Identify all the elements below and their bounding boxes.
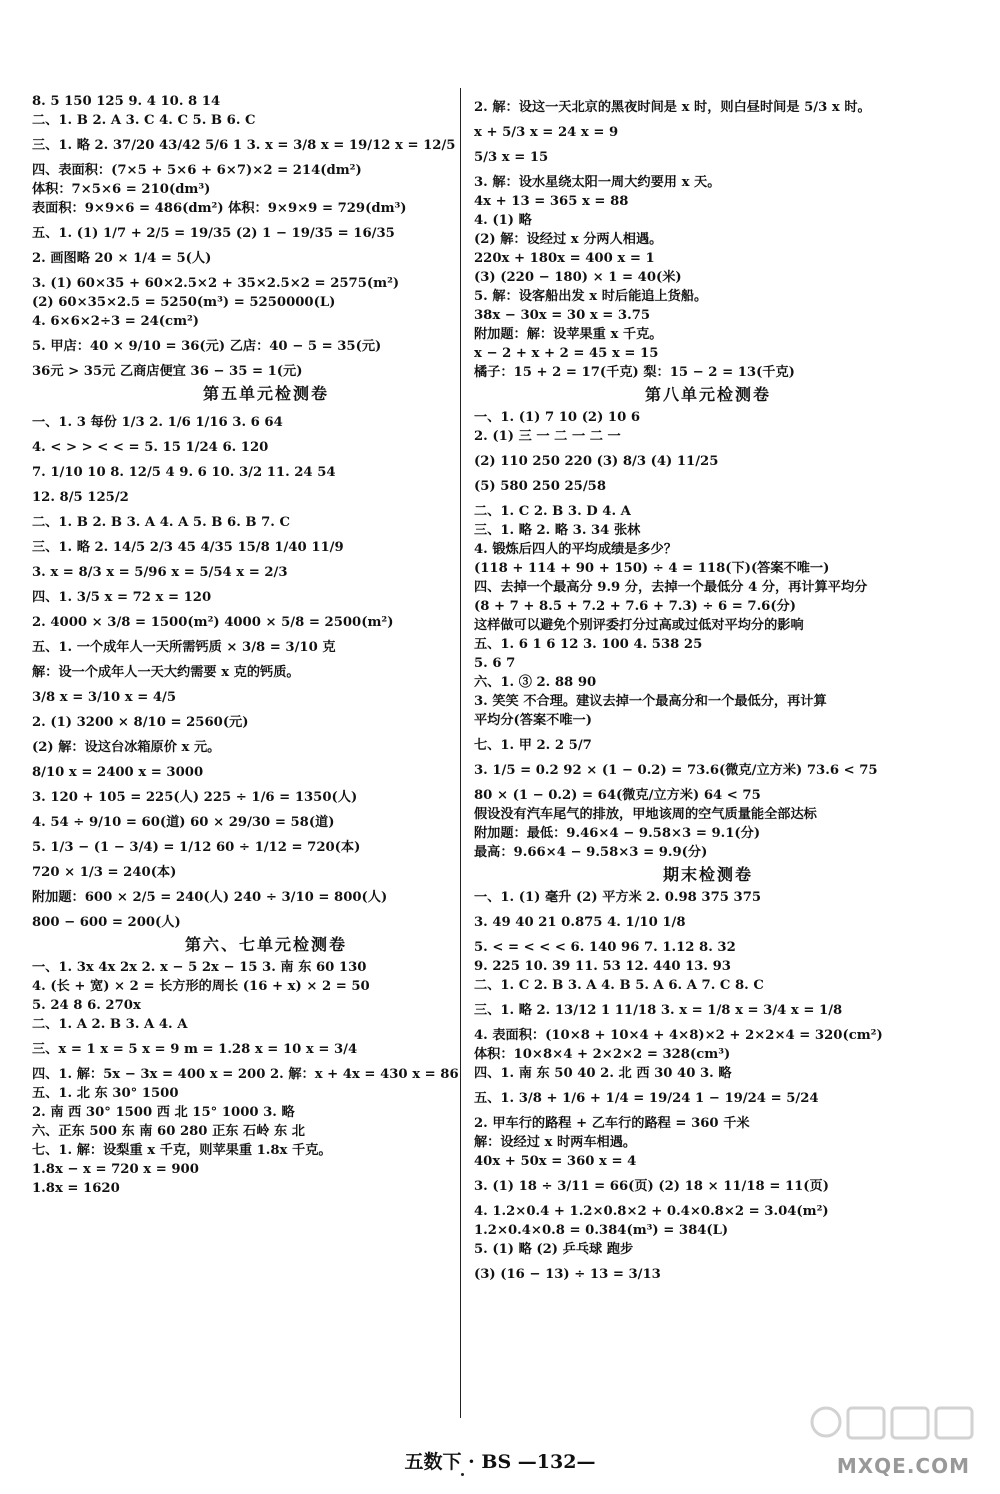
answer-line: 平均分(答案不唯一) [474, 713, 592, 728]
answer-line: 解：设经过 x 时两车相遇。 [474, 1135, 637, 1150]
answer-line: 假设没有汽车尾气的排放，甲地该周的空气质量能全部达标 [474, 807, 817, 822]
answer-line: 5. 1/3 − (1 − 3/4) = 1/12 60 ÷ 1/12 = 720(本) [32, 840, 361, 855]
answer-line: 1.8x − x = 720 x = 900 [32, 1162, 199, 1177]
answer-line: x − 2 + x + 2 = 45 x = 15 [474, 346, 659, 361]
answer-line: 三、1. 略 2. 37/20 43/42 5/6 1 3. x = 3/8 x = 19/12 x = 12/5 [32, 138, 456, 153]
answer-line: 三、1. 略 2. 14/5 2/3 45 4/35 15/8 1/40 11/9 [32, 540, 344, 555]
answer-line: 附加题：600 × 2/5 = 240(人) 240 ÷ 3/10 = 800(人) [32, 890, 388, 905]
answer-line: 五、1. 3/8 + 1/6 + 1/4 = 19/24 1 − 19/24 = 5/24 [474, 1091, 819, 1106]
answer-line: 800 − 600 = 200(人) [32, 915, 181, 930]
left-column [32, 92, 500, 1198]
answer-line: 四、1. 南 东 50 40 2. 北 西 30 40 3. 略 [474, 1066, 732, 1081]
answer-line: 二、1. B 2. B 3. A 4. A 5. B 6. B 7. C [32, 515, 290, 530]
answer-line: 8/10 x = 2400 x = 3000 [32, 765, 204, 780]
answer-line: 40x + 50x = 360 x = 4 [474, 1154, 637, 1169]
page-footer: 五数下 · BS —132— [404, 1451, 596, 1473]
answer-line: 一、1. (1) 毫升 (2) 平方米 2. 0.98 375 375 [474, 890, 762, 905]
answer-line: 四、去掉一个最高分 9.9 分，去掉一个最低分 4 分，再计算平均分 [474, 580, 868, 595]
answer-line: 3. x = 8/3 x = 5/96 x = 5/54 x = 2/3 [32, 565, 288, 580]
answer-line: (118 + 114 + 90 + 150) ÷ 4 = 118(下)(答案不唯一) [474, 561, 830, 576]
answer-line: 这样做可以避免个别评委打分过高或过低对平均分的影响 [474, 618, 804, 633]
answer-line: 3. (1) 60×35 + 60×2.5×2 + 35×2.5×2 = 2575(m²) [32, 276, 400, 291]
answer-line: 三、1. 略 2. 13/12 1 11/18 3. x = 1/8 x = 3/4 x = 1/8 [474, 1003, 843, 1018]
answer-line: 3. 49 40 21 0.875 4. 1/10 1/8 [474, 915, 686, 930]
answer-line: 3. 解：设水星绕太阳一周大约要用 x 天。 [474, 175, 721, 190]
answer-line: (5) 580 250 25/58 [474, 479, 607, 494]
answer-line: 表面积：9×9×6 = 486(dm²) 体积：9×9×9 = 729(dm³) [32, 201, 407, 216]
answer-line: 二、1. C 2. B 3. A 4. B 5. A 6. A 7. C 8. C [474, 978, 764, 993]
answer-line: 4. 6×6×2÷3 = 24(cm²) [32, 314, 200, 329]
answer-line: 4. 锻炼后四人的平均成绩是多少？ [474, 542, 677, 557]
answer-line: 720 × 1/3 = 240(本) [32, 865, 177, 880]
answer-line: 1.8x = 1620 [32, 1181, 120, 1196]
answer-line: 五、1. 北 东 30° 1500 [32, 1086, 179, 1101]
answer-line: 附加题：最低：9.46×4 − 9.58×3 = 9.1(分) [474, 826, 761, 841]
answer-line: 7. 1/10 10 8. 12/5 4 9. 6 10. 3/2 11. 24 54 [32, 465, 336, 480]
answer-line: 3. 笑笑 不合理。建议去掉一个最高分和一个最低分，再计算 [474, 694, 827, 709]
answer-line: 五、1. 一个成年人一天所需钙质 × 3/8 = 3/10 克 [32, 640, 336, 655]
answer-line: (2) 110 250 220 (3) 8/3 (4) 11/25 [474, 454, 719, 469]
answer-line: 5. 解：设客船出发 x 时后能追上货船。 [474, 289, 708, 304]
answer-line: 5/3 x = 15 [474, 150, 549, 165]
answer-line: 六、1. ③ 2. 88 90 [474, 675, 597, 690]
answer-line: 3. 1/5 = 0.2 92 × (1 − 0.2) = 73.6(微克/立方米) 73.6 < 75 [474, 763, 878, 778]
answer-line: 体积：7×5×6 = 210(dm³) [32, 182, 211, 197]
answer-line: 5. 24 8 6. 270x [32, 998, 141, 1013]
section-heading: 第八单元检测卷 [644, 385, 771, 404]
page-dot [461, 1473, 464, 1476]
answer-line: 四、表面积：(7×5 + 5×6 + 6×7)×2 = 214(dm²) [32, 163, 362, 178]
section-heading: 期末检测卷 [662, 865, 753, 884]
answer-line: 橘子：15 + 2 = 17(千克) 梨：15 − 2 = 13(千克) [474, 365, 795, 380]
answer-line: 五、1. 6 1 6 12 3. 100 4. 538 25 [474, 637, 703, 652]
answer-line: 2. 解：设这一天北京的黑夜时间是 x 时，则白昼时间是 5/3 x 时。 [474, 100, 871, 115]
answer-line: 解：设一个成年人一天大约需要 x 克的钙质。 [32, 665, 300, 680]
answer-line: (2) 解：设经过 x 分两人相遇。 [474, 232, 663, 247]
answer-line: 体积：10×8×4 + 2×2×2 = 328(cm³) [474, 1047, 731, 1062]
answer-line: 5. 甲店：40 × 9/10 = 36(元) 乙店：40 − 5 = 35(元) [32, 339, 382, 354]
answer-line: 七、1. 甲 2. 2 5/7 [474, 738, 592, 753]
answer-line: (3) (16 − 13) ÷ 13 = 3/13 [474, 1267, 661, 1282]
section-heading: 第六、七单元检测卷 [184, 935, 347, 954]
answer-line: 3. (1) 18 ÷ 3/11 = 66(页) (2) 18 × 11/18 = 11(页) [474, 1179, 829, 1194]
watermark-text: MXQE.COM [836, 1454, 970, 1478]
answer-line: 4x + 13 = 365 x = 88 [474, 194, 629, 209]
answer-line: 3. 120 + 105 = 225(人) 225 ÷ 1/6 = 1350(人) [32, 790, 358, 805]
answer-line: 五、1. (1) 1/7 + 2/5 = 19/35 (2) 1 − 19/35 = 16/35 [32, 226, 395, 241]
answer-line: 2. 甲车行的路程 + 乙车行的路程 = 360 千米 [474, 1116, 750, 1131]
answer-line: 220x + 180x = 400 x = 1 [474, 251, 655, 266]
answer-line: 5. 6 7 [474, 656, 516, 671]
answer-line: 二、1. B 2. A 3. C 4. C 5. B 6. C [32, 113, 256, 128]
answer-line: 8. 5 150 125 9. 4 10. 8 14 [32, 94, 221, 109]
answer-line: 二、1. C 2. B 3. D 4. A [474, 504, 631, 519]
answer-line: 七、1. 解：设梨重 x 千克，则苹果重 1.8x 千克。 [32, 1143, 332, 1158]
answer-line: 4. (1) 略 [474, 213, 532, 228]
answer-line: (2) 解：设这台冰箱原价 x 元。 [32, 740, 221, 755]
answer-line: 4. 54 ÷ 9/10 = 60(道) 60 × 29/30 = 58(道) [32, 815, 335, 830]
answer-line: 1.2×0.4×0.8 = 0.384(m³) = 384(L) [474, 1223, 729, 1238]
answer-line: 12. 8/5 125/2 [32, 490, 129, 505]
answer-line: 一、1. 3 每份 1/3 2. 1/6 1/16 3. 6 64 [32, 415, 283, 430]
section-heading: 第五单元检测卷 [202, 384, 329, 403]
answer-line: (2) 60×35×2.5 = 5250(m³) = 5250000(L) [32, 295, 336, 310]
answer-line: 4. 表面积：(10×8 + 10×4 + 4×8)×2 + 2×2×4 = 320(cm²) [474, 1028, 883, 1043]
answer-line: 5. < = < < < 6. 140 96 7. 1.12 8. 32 [474, 940, 736, 955]
answer-line: 3/8 x = 3/10 x = 4/5 [32, 690, 177, 705]
answer-line: 80 × (1 − 0.2) = 64(微克/立方米) 64 < 75 [474, 788, 761, 803]
answer-line: 9. 225 10. 39 11. 53 12. 440 13. 93 [474, 959, 731, 974]
answer-line: 2. 4000 × 3/8 = 1500(m²) 4000 × 5/8 = 2500(m²) [32, 615, 394, 630]
answer-line: 六、正东 500 东 南 60 280 正东 石岭 东 北 [32, 1124, 305, 1139]
answer-line: 38x − 30x = 30 x = 3.75 [474, 308, 651, 323]
answer-line: 一、1. 3x 4x 2x 2. x − 5 2x − 15 3. 南 东 60 130 [32, 960, 367, 975]
right-column [474, 92, 942, 1290]
answer-line: 4. (长 + 宽) × 2 = 长方形的周长 (16 + x) × 2 = 50 [32, 979, 370, 994]
answer-line: 5. (1) 略 (2) 乒乓球 跑步 [474, 1242, 634, 1257]
answer-line: x + 5/3 x = 24 x = 9 [474, 125, 619, 140]
answer-line: 四、1. 3/5 x = 72 x = 120 [32, 590, 212, 605]
answer-line: 三、1. 略 2. 略 3. 34 张林 [474, 523, 641, 538]
answer-line: 2. 画图略 20 × 1/4 = 5(人) [32, 251, 212, 266]
answer-line: 2. (1) 三 一 二 一 二 一 [474, 429, 621, 444]
answer-line: 2. (1) 3200 × 8/10 = 2560(元) [32, 715, 249, 730]
answer-line: 二、1. A 2. B 3. A 4. A [32, 1017, 188, 1032]
answer-line: 4. 1.2×0.4 + 1.2×0.8×2 + 0.4×0.8×2 = 3.04(m²) [474, 1204, 829, 1219]
answer-line: 最高：9.66×4 − 9.58×3 = 9.9(分) [474, 845, 708, 860]
answer-line: 4. < > > < < = 5. 15 1/24 6. 120 [32, 440, 269, 455]
answer-line: 一、1. (1) 7 10 (2) 10 6 [474, 410, 641, 425]
answer-line: 四、1. 解：5x − 3x = 400 x = 200 2. 解：x + 4x = 430 x = 86 [32, 1067, 459, 1082]
answer-line: (3) (220 − 180) × 1 = 40(米) [474, 270, 682, 285]
answer-line: 36元 > 35元 乙商店便宜 36 − 35 = 1(元) [32, 364, 303, 379]
answer-line: (8 + 7 + 8.5 + 7.2 + 7.6 + 7.3) ÷ 6 = 7.6(分) [474, 599, 797, 614]
answer-line: 2. 南 西 30° 1500 西 北 15° 1000 3. 略 [32, 1105, 295, 1120]
answer-line: 三、x = 1 x = 5 x = 9 m = 1.28 x = 10 x = 3/4 [32, 1042, 358, 1057]
answer-line: 附加题：解：设苹果重 x 千克。 [474, 327, 663, 342]
